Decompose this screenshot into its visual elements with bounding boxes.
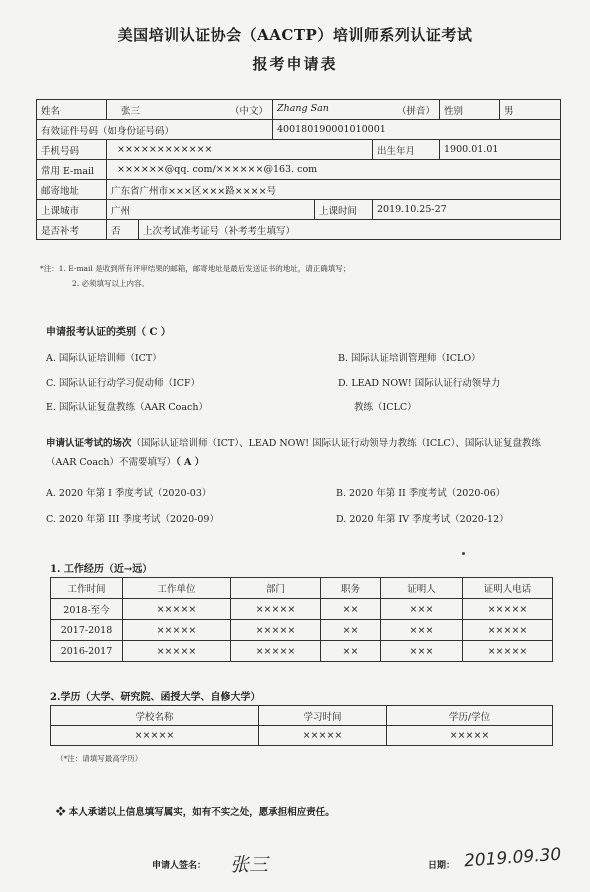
table-row (51, 599, 553, 620)
email-label: 常用 E-mail (37, 160, 107, 180)
name-cn-cell[interactable] (107, 100, 273, 120)
phone-label: 手机号码 (37, 140, 107, 160)
edu-cell[interactable]: ××××× (259, 726, 387, 746)
category-option-d-cont: 教练（ICLC） (354, 402, 417, 413)
form-title: 美国培训认证协会（AACTP）培训师系列认证考试 (117, 26, 473, 44)
date-handwritten[interactable]: 2019.09.30 (463, 844, 562, 872)
session-option-b[interactable]: B. 2020 年第 II 季度考试（2020-06） (336, 488, 506, 499)
work-col-header: 证明人电话 (463, 578, 553, 599)
edu-col-header: 学校名称 (51, 706, 259, 726)
session-option-d[interactable]: D. 2020 年第 IV 季度考试（2020-12） (336, 514, 509, 525)
category-option-e[interactable]: E. 国际认证复盘教练（AAR Coach） (46, 402, 208, 413)
work-cell[interactable]: ××× (381, 620, 463, 641)
work-cell[interactable]: 2018-至今 (51, 599, 123, 620)
table-row (51, 620, 553, 641)
work-col-header: 部门 (231, 578, 321, 599)
name-label: 姓名 (37, 100, 107, 120)
table-row (51, 641, 553, 662)
work-cell[interactable]: 2016-2017 (51, 641, 123, 662)
edu-header-row (51, 706, 553, 726)
email-value[interactable]: ××××××@qq. com/××××××@163. com (107, 160, 561, 180)
work-cell[interactable]: ××××× (231, 641, 321, 662)
personal-info-table (36, 99, 561, 240)
address-value[interactable]: 广东省广州市×××区×××路××××号 (107, 180, 561, 200)
id-value[interactable]: 400180190001010001 (273, 120, 561, 140)
work-cell[interactable]: ××××× (123, 620, 231, 641)
work-cell[interactable]: ××× (381, 599, 463, 620)
address-label: 邮寄地址 (37, 180, 107, 200)
form-subtitle: 报考申请表 (252, 55, 338, 73)
session-heading-note: （国际认证培训师（ICT）、LEAD NOW! 国际认证行动领导力教练（ICLC）、国际认证复盘教练（AAR Coach）不需要填写） (46, 438, 541, 468)
category-option-a[interactable]: A. 国际认证培训师（ICT） (46, 353, 162, 364)
work-col-header: 工作时间 (51, 578, 123, 599)
category-heading: 申请报考认证的类别（ C ） (46, 327, 171, 338)
work-cell[interactable]: ×× (321, 599, 381, 620)
work-cell[interactable]: ××××× (463, 620, 553, 641)
note-line-2: 2. 必须填写以上内容。 (72, 279, 150, 288)
edu-col-header: 学历/学位 (387, 706, 553, 726)
name-en-cell[interactable] (273, 100, 440, 120)
signature-label: 申请人签名： (152, 861, 207, 871)
retake-ticket[interactable]: 上次考试准考证号（补考考生填写） (139, 220, 561, 240)
work-col-header: 工作单位 (123, 578, 231, 599)
session-heading (46, 434, 566, 472)
work-cell[interactable]: ××××× (123, 599, 231, 620)
city-value[interactable]: 广州 (107, 200, 315, 220)
birth-label: 出生年月 (373, 140, 440, 160)
table-row (51, 726, 553, 746)
work-cell[interactable]: ××××× (123, 641, 231, 662)
education-heading: 2.学历（大学、研究院、函授大学、自修大学） (50, 692, 261, 703)
work-cell[interactable]: ××××× (463, 599, 553, 620)
work-col-header: 职务 (321, 578, 381, 599)
session-option-a[interactable]: A. 2020 年第 I 季度考试（2020-03） (46, 488, 212, 499)
phone-value[interactable]: ×××××××××××× (107, 140, 373, 160)
work-cell[interactable]: ××××× (231, 620, 321, 641)
category-option-b[interactable]: B. 国际认证培训管理师（ICLO） (338, 353, 481, 364)
education-note: （*注：请填写最高学历） (56, 754, 143, 763)
date-label: 日期： (428, 861, 456, 871)
education-table (50, 705, 553, 746)
birth-value[interactable]: 1900.01.01 (440, 140, 561, 160)
city-label: 上课城市 (37, 200, 107, 220)
retake-label: 是否补考 (37, 220, 107, 240)
name-en-value: Zhang San (277, 102, 329, 114)
work-col-header: 证明人 (381, 578, 463, 599)
work-cell[interactable]: 2017-2018 (51, 620, 123, 641)
work-header-row (51, 578, 553, 599)
edu-cell[interactable]: ××××× (51, 726, 259, 746)
retake-value[interactable]: 否 (107, 220, 139, 240)
declaration: ❖ 本人承诺以上信息填写属实，如有不实之处，愿承担相应责任。 (56, 807, 335, 818)
edu-col-header: 学习时间 (259, 706, 387, 726)
gender-value[interactable]: 男 (500, 100, 561, 120)
time-value[interactable]: 2019.10.25-27 (373, 200, 561, 220)
category-option-c[interactable]: C. 国际认证行动学习促动师（ICF） (46, 378, 201, 389)
work-cell[interactable]: ×× (321, 641, 381, 662)
work-heading: 1. 工作经历（近→远） (50, 564, 153, 575)
time-label: 上课时间 (315, 200, 373, 220)
id-label: 有效证件号码（如身份证号码） (37, 120, 273, 140)
note-line-1: *注：1. E-mail 是收到所有评审结果的邮箱，邮寄地址是最后发送证书的地址，请正确填写； (40, 264, 351, 273)
category-option-d[interactable]: D. LEAD NOW! 国际认证行动领导力 (338, 378, 501, 389)
name-cn-tag: （中文） (229, 105, 268, 117)
edu-cell[interactable]: ××××× (387, 726, 553, 746)
name-en-tag: （拼音） (397, 105, 436, 117)
session-answer: （ A ） (176, 457, 205, 468)
name-cn-value: 张三 (121, 105, 141, 117)
session-option-c[interactable]: C. 2020 年第 III 季度考试（2020-09） (46, 514, 219, 525)
work-cell[interactable]: ×× (321, 620, 381, 641)
scan-mark (462, 552, 465, 555)
session-heading-bold: 申请认证考试的场次 (46, 438, 132, 449)
work-history-table (50, 577, 553, 662)
signature-handwritten[interactable]: 张三 (230, 854, 269, 876)
work-cell[interactable]: ××××× (463, 641, 553, 662)
work-cell[interactable]: ××× (381, 641, 463, 662)
gender-label: 性别 (440, 100, 500, 120)
work-cell[interactable]: ××××× (231, 599, 321, 620)
